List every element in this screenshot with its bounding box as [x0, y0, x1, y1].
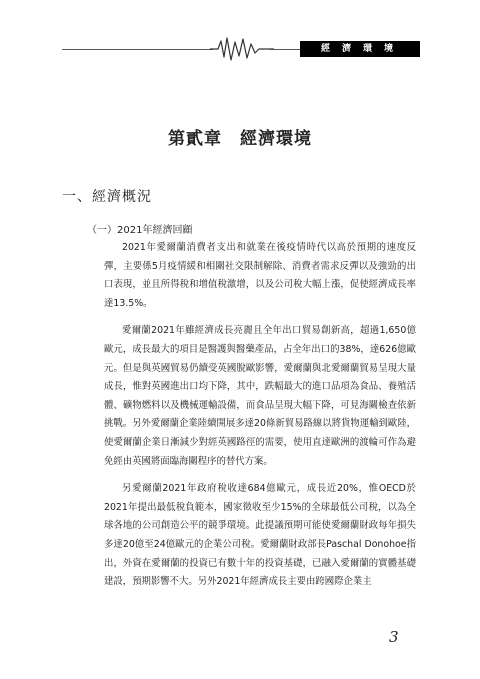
paragraph: 2021年愛爾蘭消費者支出和就業在後疫情時代以高於預期的速度反彈，主要係5月疫情緩和相關社交限制解除、消費者需求反彈以及強勁的出口表現，並且所得稅和增值稅激增，以及公司稅大幅上漲，促使經濟成長率達13.5%。 [104, 242, 416, 309]
body-text [104, 239, 416, 601]
paragraph: 另愛爾蘭2021年政府稅收達684億歐元，成長近20%，惟OECD於2021年提出最低稅負範本，國家徵收至少15%的全球最低公司稅，以為全球各地的公司創造公平的競爭環境。此提議預期可能使愛爾蘭財政每年損失多達20億至24億歐元的企業公司稅。愛爾蘭財政部長Paschal Donohoe指出，外資在愛爾蘭的投資已有數十年的投資基礎，已融入愛爾蘭的實體基礎建設，預期影響不大。另外2021年經濟成長主要由跨國際企業主 [104, 483, 416, 588]
page-number: 3 [389, 628, 399, 646]
section-heading: 一、經濟概況 [62, 189, 152, 205]
subsection-heading: （一）2021年經濟回顧 [87, 225, 193, 236]
running-header-label: 經濟環境 [300, 41, 420, 57]
pulse-line-icon [210, 36, 274, 62]
chapter-title: 第貳章 經濟環境 [168, 129, 312, 149]
header-rule-left [62, 49, 213, 50]
paragraph: 愛爾蘭2021年雖經濟成長亮麗且全年出口貿易創新高，超過1,650億歐元，成長最大的項目是醫護與醫藥產品，占全年出口的38%，達626億歐元。但是與英國貿易仍續受英國脫歐影響，愛爾蘭與北愛爾蘭貿易呈現大量成長，惟對英國進出口均下降，其中，跌幅最大的進口品項為食品、養殖活體、礦物燃料以及機械運輸設備，而食品呈現大幅下降，可見海關檢查依新挑戰。另外愛爾蘭企業陸續開展多達20條新貿易路線以將貨物運輸到歐陸，使愛爾蘭企業日漸減少對經英國路徑的需要，使用直達歐洲的渡輪可作為避免經由英國將面臨海關程序的替代方案。 [104, 325, 416, 467]
